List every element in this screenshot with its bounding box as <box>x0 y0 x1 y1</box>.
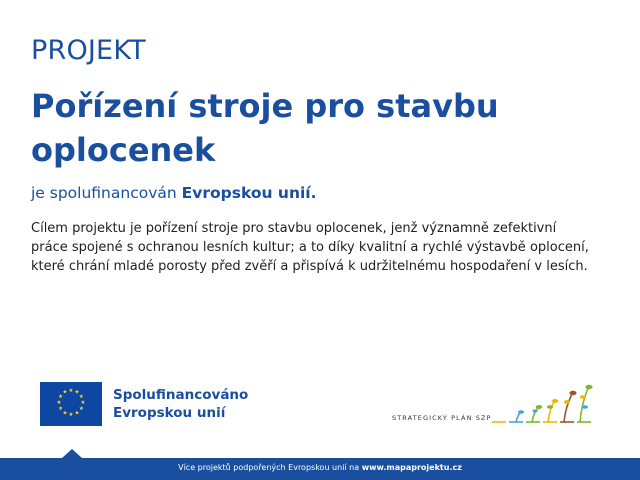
eu-cofinanced-label <box>113 386 248 422</box>
svg-text:★: ★ <box>56 400 62 406</box>
svg-text:★: ★ <box>74 389 80 396</box>
project-title: Pořízení stroje pro stavbu oplocenek <box>31 87 499 169</box>
svg-text:★: ★ <box>80 400 86 406</box>
project-kicker: PROJEKT <box>31 35 146 66</box>
svg-text:★: ★ <box>58 394 64 400</box>
footer-text <box>0 463 640 472</box>
cofinancing-prefix: je spolufinancován <box>31 184 182 202</box>
svg-text:★: ★ <box>62 389 68 396</box>
svg-text:★: ★ <box>68 412 74 418</box>
svg-text:★: ★ <box>62 410 68 417</box>
szp-label: STRATEGICKÝ PLÁN SZP <box>392 414 492 422</box>
footer-notch <box>62 449 82 458</box>
footer-label: Více projektů podpořených Evropskou unií na <box>178 463 362 472</box>
cofinancing-statement <box>31 184 317 202</box>
footer-link[interactable]: www.mapaprojektu.cz <box>361 463 462 472</box>
svg-text:★: ★ <box>74 410 80 417</box>
svg-text:★: ★ <box>78 406 84 412</box>
eu-label-line2: Evropskou unií <box>113 405 226 421</box>
cofinancing-emphasis: Evropskou unií. <box>181 184 317 202</box>
eu-stars-icon <box>40 382 102 426</box>
szp-plants-logo-icon <box>490 380 594 426</box>
project-description: Cílem projektu je pořízení stroje pro stavbu oplocenek, jenž významně zefektivní práce spojené s ochranou lesních kultur; a to díky kvalitní a rychlé výstavbě oplocení, které chrání mladé porosty před zvěří a přispívá k udržitelnému hospodaření v lesích. <box>31 221 589 274</box>
eu-label-line1: Spolufinancováno <box>113 387 249 403</box>
svg-text:★: ★ <box>68 388 74 394</box>
eu-flag-icon <box>40 382 102 426</box>
svg-text:★: ★ <box>78 394 84 400</box>
svg-text:★: ★ <box>58 406 64 412</box>
